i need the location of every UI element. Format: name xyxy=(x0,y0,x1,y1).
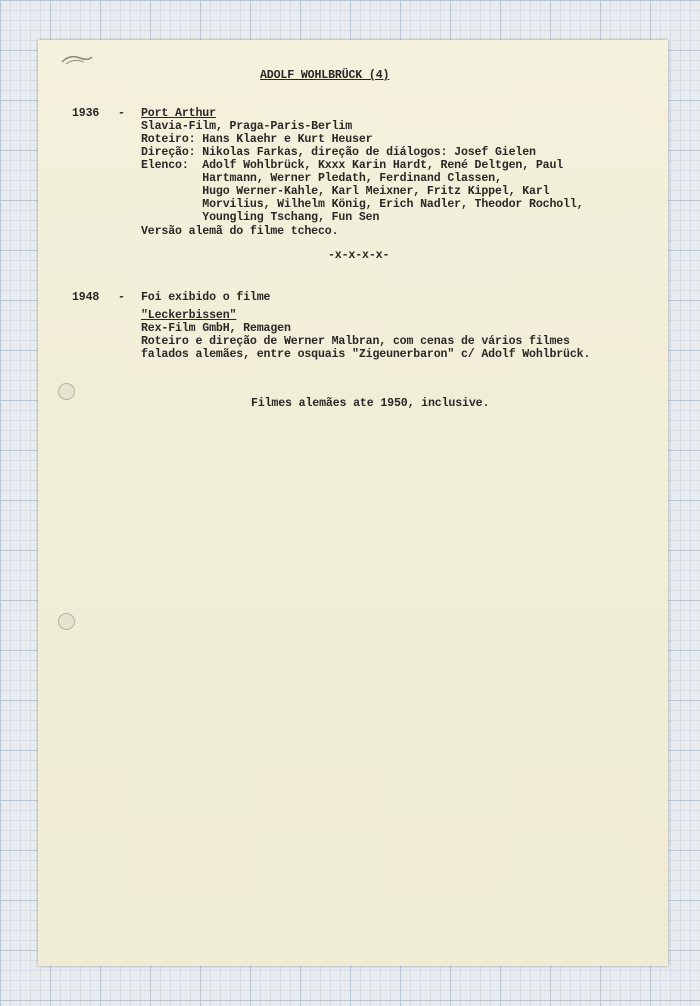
entry-1948-line: Rex-Film GmbH, Remagen xyxy=(141,322,291,335)
punch-hole xyxy=(58,383,75,400)
entry-1936-line: Roteiro: Hans Klaehr e Kurt Heuser xyxy=(141,133,373,146)
entry-1936-line: Hugo Werner-Kahle, Karl Meixner, Fritz Kippel, Karl xyxy=(141,185,550,198)
document-page xyxy=(38,40,668,966)
film-title-port-arthur: Port Arthur xyxy=(141,107,216,120)
entry-1936-line: Hartmann, Werner Pledath, Ferdinand Classen, xyxy=(141,172,502,185)
film-title-leckerbissen: "Leckerbissen" xyxy=(141,309,237,322)
footer-note: Filmes alemães ate 1950, inclusive. xyxy=(251,397,490,410)
entry-1936-line: Elenco: Adolf Wohlbrück, Kxxx Karin Hardt, René Deltgen, Paul xyxy=(141,159,564,172)
document-header: ADOLF WOHLBRÜCK (4) xyxy=(260,69,390,82)
dash-1948: - xyxy=(118,291,125,304)
paperclip-mark-icon xyxy=(60,52,94,68)
section-separator: -x-x-x-x- xyxy=(328,249,390,262)
entry-1936-line: Youngling Tschang, Fun Sen xyxy=(141,211,380,224)
punch-hole xyxy=(58,613,75,630)
year-1948: 1948 xyxy=(72,291,100,304)
entry-1936-line: Morvilius, Wilhelm König, Erich Nadler, Theodor Rocholl, xyxy=(141,198,584,211)
entry-1936-line: Direção: Nikolas Farkas, direção de diálogos: Josef Gielen xyxy=(141,146,536,159)
entry-1936-line: Slavia-Film, Praga-Paris-Berlim xyxy=(141,120,353,133)
entry-1948-intro: Foi exibido o filme xyxy=(141,291,271,304)
entry-1948-line: Roteiro e direção de Werner Malbran, com cenas de vários filmes xyxy=(141,335,570,348)
entry-1936-note: Versão alemã do filme tcheco. xyxy=(141,225,339,238)
entry-1948-line: falados alemães, entre osquais "Zigeunerbaron" c/ Adolf Wohlbrück. xyxy=(141,348,591,361)
year-1936: 1936 xyxy=(72,107,100,120)
dash-1936: - xyxy=(118,107,125,120)
